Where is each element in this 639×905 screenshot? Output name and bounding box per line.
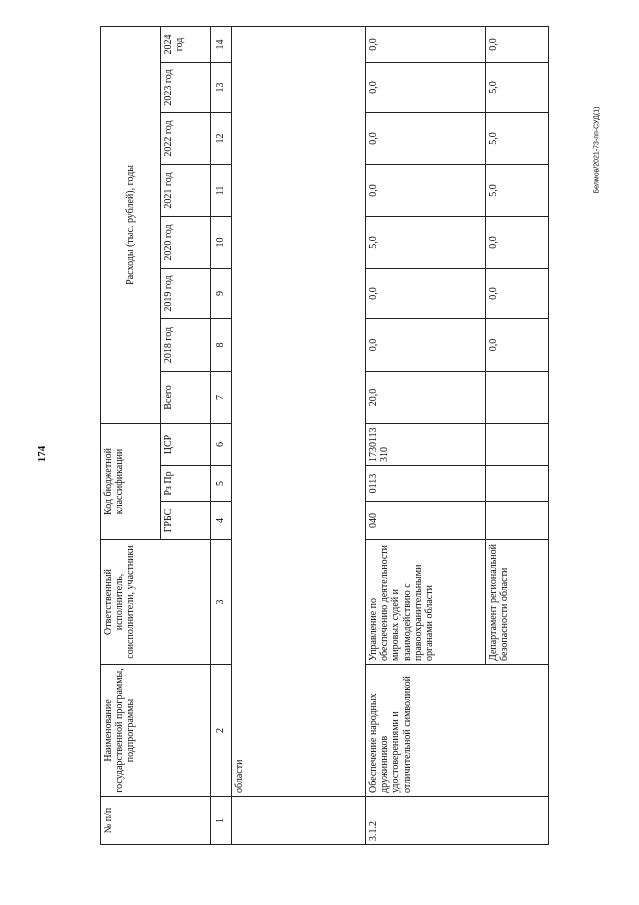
col-number: 5: [211, 466, 232, 502]
header-expenses: Расходы (тыс. рублей), годы: [101, 26, 161, 423]
col-number: 9: [211, 268, 232, 318]
table-row: [366, 26, 486, 844]
row-value-2019: 0,0: [366, 268, 486, 318]
row-value-2022: 5,0: [486, 112, 549, 164]
expenses-table: [100, 26, 549, 845]
row-executor: Департамент региональной безопасности области: [486, 540, 549, 665]
col-number: 4: [211, 502, 232, 540]
header-year-2022: 2022 год: [161, 112, 211, 164]
header-rz-pr: Рз Пр: [161, 466, 211, 502]
header-program-name: Наименование государственной программы, подпрограммы: [101, 665, 211, 797]
header-year-2019: 2019 год: [161, 268, 211, 318]
row-csr: 1730113310: [366, 423, 486, 465]
continuation-row: [232, 26, 366, 844]
col-number: 6: [211, 423, 232, 465]
col-number: 13: [211, 62, 232, 112]
col-number: 14: [211, 26, 232, 62]
header-executor: Ответственный исполнитель, соисполнители, участники: [101, 540, 211, 665]
header-year-2024: 2024 год: [161, 26, 211, 62]
continuation-text: области: [232, 26, 366, 796]
header-year-2020: 2020 год: [161, 216, 211, 268]
page-number: 174: [36, 445, 48, 463]
col-number: 7: [211, 371, 232, 423]
row-grbs: 040: [366, 502, 486, 540]
row-value-2019: 0,0: [486, 268, 549, 318]
row-total: 20,0: [366, 371, 486, 423]
header-year-2018: 2018 год: [161, 318, 211, 371]
row-total: [486, 371, 549, 423]
col-number: 11: [211, 164, 232, 216]
row-rz-pr: [486, 466, 549, 502]
header-grbs: ГРБС: [161, 502, 211, 540]
row-value-2020: 5,0: [366, 216, 486, 268]
row-value-2023: 0,0: [366, 62, 486, 112]
header-num: № п/п: [101, 797, 211, 845]
col-number: 2: [211, 665, 232, 797]
row-value-2024: 0,0: [486, 26, 549, 62]
row-program-name: Обеспечение народных дружинников удостоверениями и отличительной символикой: [366, 665, 549, 797]
header-budget-code: Код бюджетной классификации: [101, 423, 161, 539]
table-cell: [232, 797, 366, 845]
row-value-2018: 0,0: [366, 318, 486, 371]
row-value-2022: 0,0: [366, 112, 486, 164]
header-csr: ЦСР: [161, 423, 211, 465]
col-number: 3: [211, 540, 232, 665]
row-value-2020: 0,0: [486, 216, 549, 268]
column-number-row: [211, 26, 232, 844]
row-rz-pr: 0113: [366, 466, 486, 502]
header-total: Всего: [161, 371, 211, 423]
expenses-table-wrapper: [100, 34, 549, 845]
header-year-2021: 2021 год: [161, 164, 211, 216]
row-value-2023: 5,0: [486, 62, 549, 112]
row-value-2021: 0,0: [366, 164, 486, 216]
row-value-2021: 5,0: [486, 164, 549, 216]
col-number: 8: [211, 318, 232, 371]
col-number: 12: [211, 112, 232, 164]
row-grbs: [486, 502, 549, 540]
col-number: 1: [211, 797, 232, 845]
row-csr: [486, 423, 549, 465]
col-number: 10: [211, 216, 232, 268]
row-executor: Управление по обеспечению деятельности мировых судей и взаимодействию с правоохранительными органами области: [366, 540, 486, 665]
row-value-2018: 0,0: [486, 318, 549, 371]
row-value-2024: 0,0: [366, 26, 486, 62]
document-code: Белмов/2021-73-пп-СУД(1): [593, 106, 601, 194]
header-year-2023: 2023 год: [161, 62, 211, 112]
row-num: 3.1.2: [366, 797, 549, 845]
